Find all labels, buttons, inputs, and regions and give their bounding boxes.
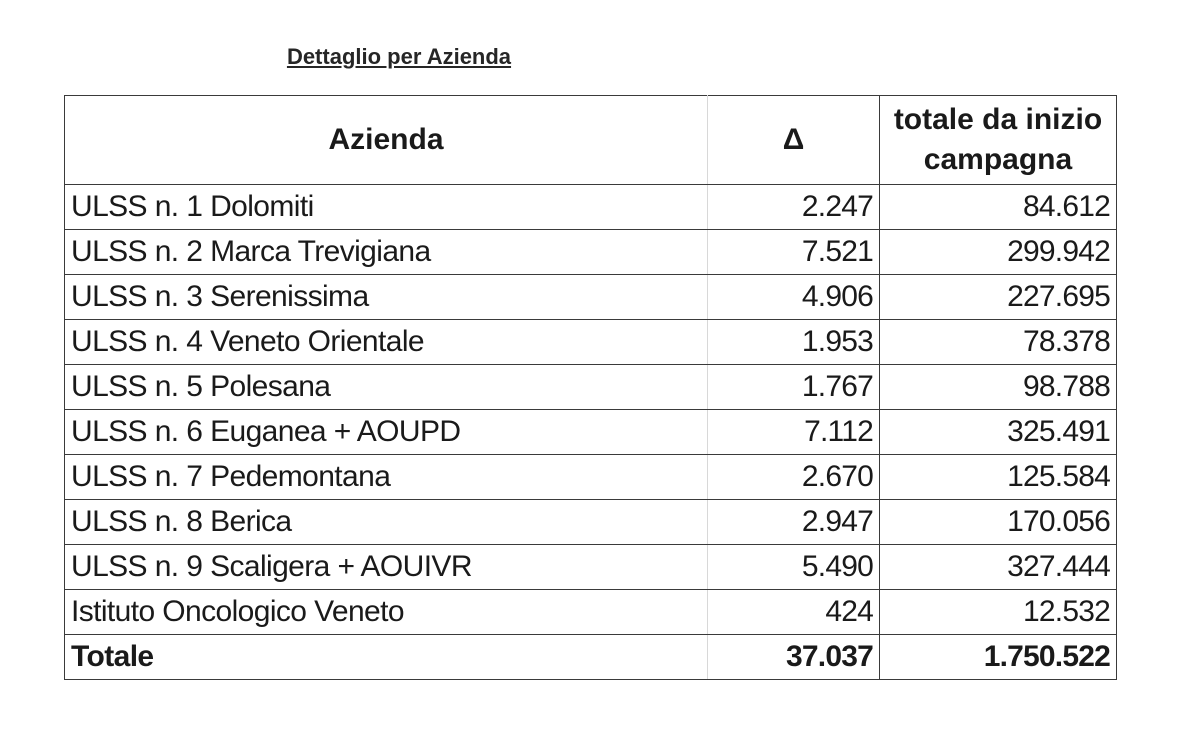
cell-totale: 84.612 [880, 185, 1117, 230]
cell-delta: 1.953 [708, 320, 880, 365]
table-row [65, 320, 1117, 365]
header-azienda: Azienda [65, 96, 708, 185]
cell-delta: 5.490 [708, 545, 880, 590]
table-row [65, 410, 1117, 455]
table-row [65, 455, 1117, 500]
cell-delta: 2.670 [708, 455, 880, 500]
table-row [65, 500, 1117, 545]
cell-totale: 98.788 [880, 365, 1117, 410]
cell-delta: 424 [708, 590, 880, 635]
table-caption: Dettaglio per Azienda [286, 44, 512, 69]
cell-azienda: ULSS n. 6 Euganea + AOUPD [65, 410, 708, 455]
cell-totale: 299.942 [880, 230, 1117, 275]
cell-delta: 7.521 [708, 230, 880, 275]
table-row [65, 590, 1117, 635]
cell-delta: 2.247 [708, 185, 880, 230]
cell-delta: 1.767 [708, 365, 880, 410]
cell-azienda: ULSS n. 3 Serenissima [65, 275, 708, 320]
total-delta: 37.037 [708, 635, 880, 680]
cell-azienda: Istituto Oncologico Veneto [65, 590, 708, 635]
table-row [65, 275, 1117, 320]
cell-azienda: ULSS n. 8 Berica [65, 500, 708, 545]
cell-totale: 12.532 [880, 590, 1117, 635]
cell-azienda: ULSS n. 9 Scaligera + AOUIVR [65, 545, 708, 590]
cell-totale: 125.584 [880, 455, 1117, 500]
header-delta: Δ [708, 96, 880, 185]
cell-azienda: ULSS n. 2 Marca Trevigiana [65, 230, 708, 275]
cell-azienda: ULSS n. 7 Pedemontana [65, 455, 708, 500]
cell-delta: 2.947 [708, 500, 880, 545]
total-row [65, 635, 1117, 680]
total-totale: 1.750.522 [880, 635, 1117, 680]
cell-azienda: ULSS n. 5 Polesana [65, 365, 708, 410]
azienda-table [64, 95, 1117, 680]
cell-totale: 325.491 [880, 410, 1117, 455]
header-totale: totale da inizio campagna [880, 96, 1117, 185]
cell-totale: 227.695 [880, 275, 1117, 320]
cell-delta: 4.906 [708, 275, 880, 320]
cell-delta: 7.112 [708, 410, 880, 455]
table-row [65, 230, 1117, 275]
cell-azienda: ULSS n. 1 Dolomiti [65, 185, 708, 230]
table-header-row [65, 96, 1117, 185]
table-row [65, 545, 1117, 590]
total-label: Totale [65, 635, 708, 680]
cell-totale: 78.378 [880, 320, 1117, 365]
cell-azienda: ULSS n. 4 Veneto Orientale [65, 320, 708, 365]
table-row [65, 185, 1117, 230]
table-row [65, 365, 1117, 410]
cell-totale: 327.444 [880, 545, 1117, 590]
cell-totale: 170.056 [880, 500, 1117, 545]
